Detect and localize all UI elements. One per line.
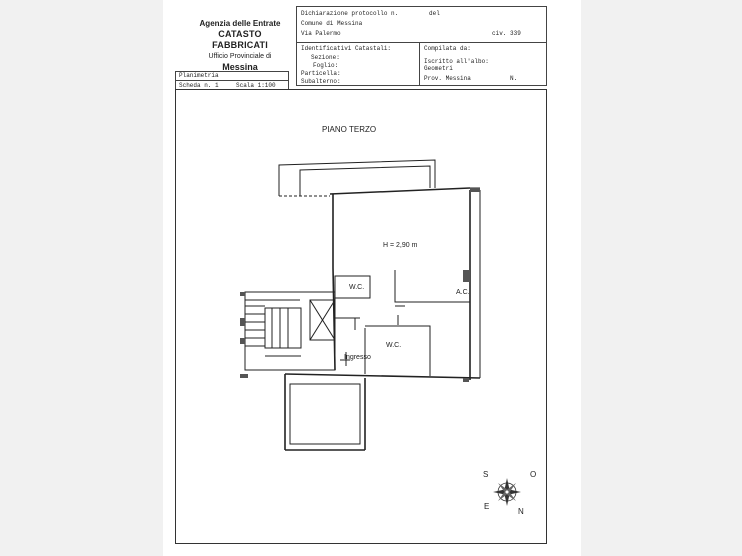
agency-name: Agenzia delle Entrate [199,19,281,28]
office-name: Ufficio Provinciale di [208,53,272,60]
floor-title: PIANO TERZO [322,125,377,134]
identifiers-title: Identificativi Catastali: [301,45,392,52]
comune-label: Comune di Messina [301,20,363,27]
address-label: Via Palermo [301,30,341,37]
del-label: del [429,10,440,17]
ac-label: A.C. [456,289,470,296]
wc-label-2: W.C. [386,342,402,349]
particella-label: Particella: [301,70,341,77]
foglio-label: Foglio: [313,62,339,69]
ceiling-height-label: H = 2,90 m [383,242,418,249]
compiler-title: Compilata da: [424,45,471,52]
registration-number-label: N. [510,75,518,82]
wc-label-1: W.C. [349,284,365,291]
subalterno-label: Subalterno: [301,78,341,85]
scale-label: Scala 1:100 [236,82,276,89]
scheda-number: Scheda n. 1 [179,82,219,89]
protocol-label: Dichiarazione protocollo n. [301,10,399,17]
compass-south: S [483,470,489,479]
sheet-type: Planimetria [179,72,219,79]
compass-east: E [484,502,490,511]
compass-north: N [518,507,524,516]
top-balcony [279,160,480,196]
iscritto-label: Iscritto all'albo: [424,58,489,65]
outer-walls [285,190,480,450]
city-name: Messina [222,62,258,72]
profession-label: Geometri [424,65,453,72]
compass-west: O [530,470,537,479]
compass-rose [493,478,521,506]
stairwell [245,292,335,370]
entrance-label: Ingresso [344,354,371,361]
province-label: Prov. Messina [424,75,471,82]
sezione-label: Sezione: [311,54,340,61]
registry-name: CATASTO FABBRICATI [212,29,268,50]
inner-walls [290,270,470,444]
civic-number: civ. 339 [492,30,521,37]
